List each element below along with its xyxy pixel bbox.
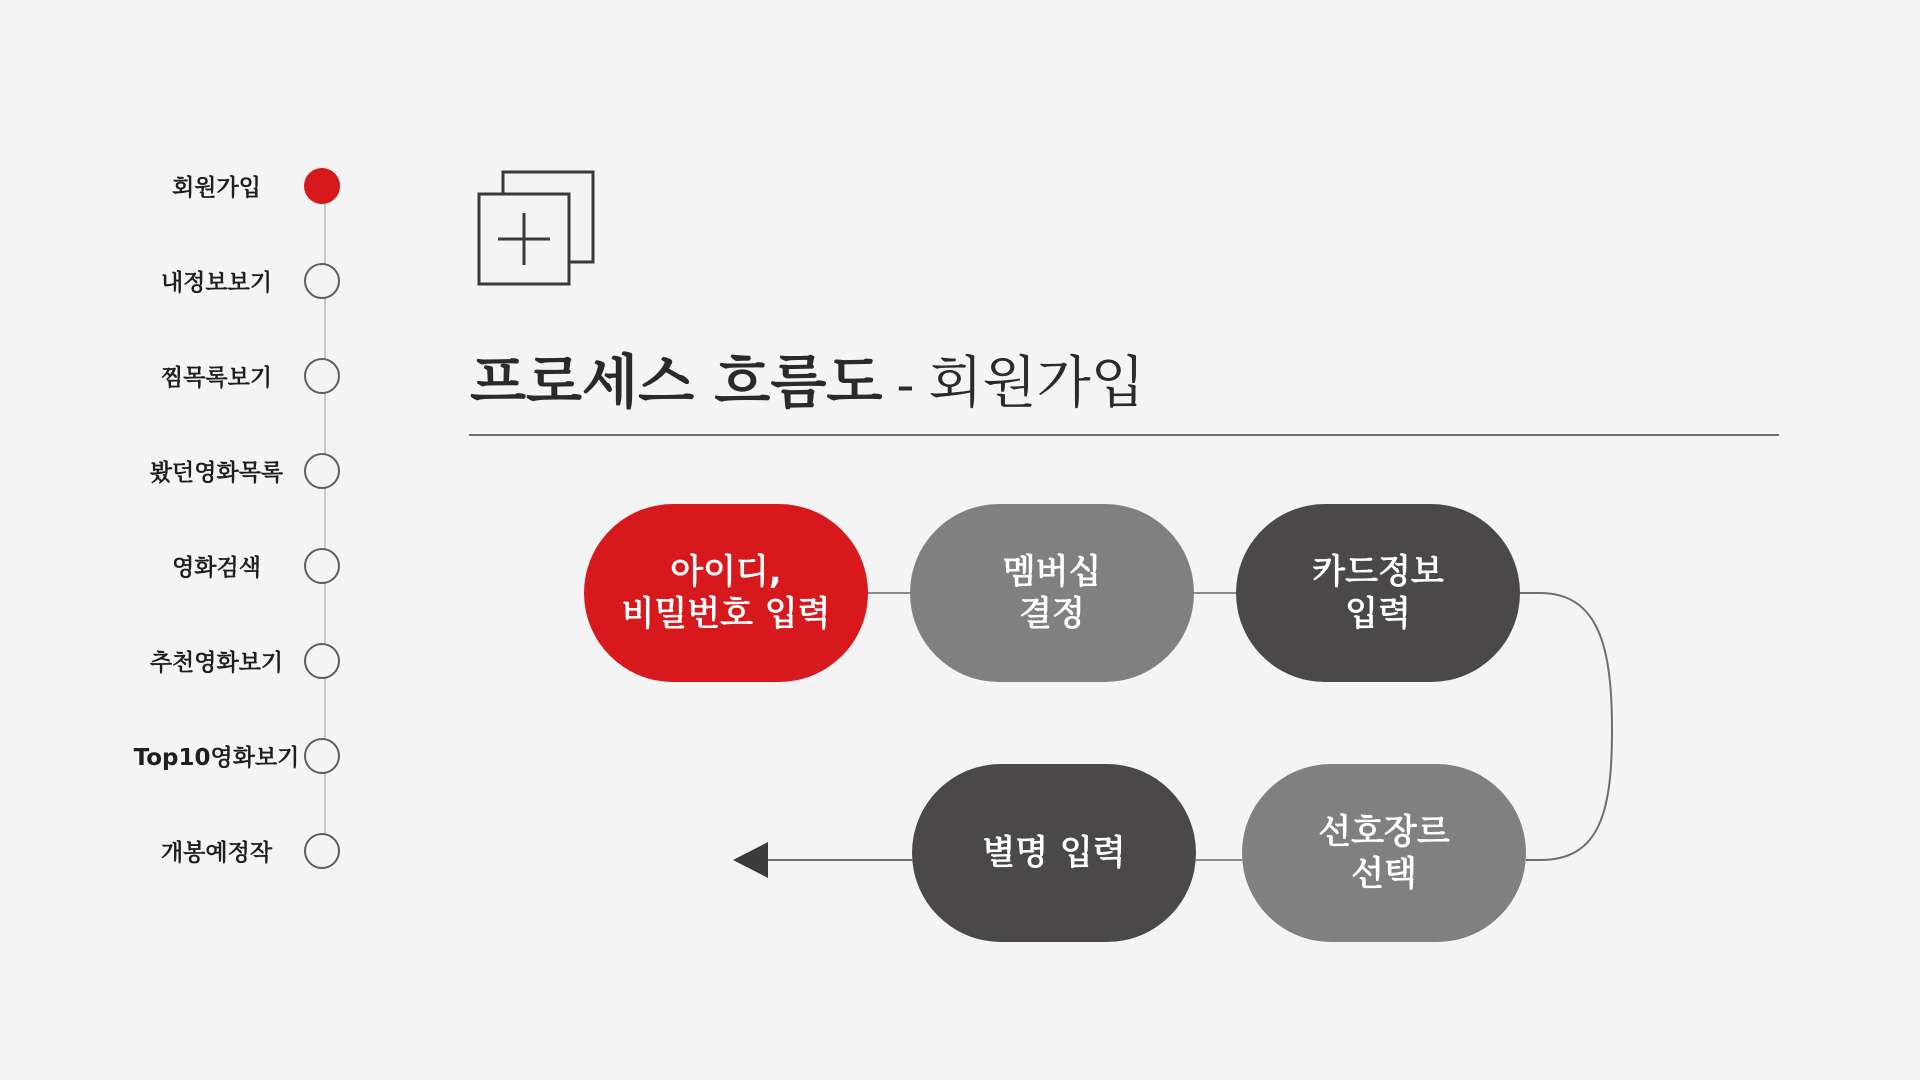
sidebar-item-label: 찜목록보기	[160, 365, 273, 391]
sidebar-item-label: 추천영화보기	[149, 650, 284, 676]
flow-step-line: 카드정보	[1312, 552, 1444, 592]
page-title-sub: 회원가입	[928, 351, 1145, 416]
flow-step-membership	[910, 504, 1194, 682]
flow-step-line: 별명 입력	[982, 833, 1126, 873]
flow-step-line: 선호장르	[1318, 812, 1450, 852]
flow-step-id-password	[584, 504, 868, 682]
arrow-left-icon	[733, 842, 768, 878]
flow-step-nickname	[912, 764, 1196, 942]
flow-step-line: 선택	[1351, 854, 1417, 894]
flow-step-line: 멤버십	[1002, 552, 1102, 592]
flow-step-line: 입력	[1345, 594, 1411, 634]
flow-step-genre	[1242, 764, 1526, 942]
sidebar-item-label: 봤던영화목록	[149, 460, 284, 486]
sidebar-item-label: 영화검색	[172, 555, 261, 581]
page-title-main: 프로세스 흐름도	[470, 348, 883, 416]
sidebar-item-label: 내정보보기	[160, 270, 273, 296]
flow-step-line: 아이디,	[670, 552, 782, 592]
sidebar-item-label: Top10영화보기	[133, 745, 300, 771]
flow-step-card-info	[1236, 504, 1520, 682]
page-title-separator: -	[896, 356, 915, 414]
flow-step-line: 비밀번호 입력	[621, 594, 831, 634]
sidebar-item-label: 회원가입	[172, 175, 261, 201]
sidebar-item-label: 개봉예정작	[160, 840, 273, 866]
flow-step-line: 결정	[1019, 594, 1085, 634]
connector-3-4-curve	[1520, 593, 1612, 860]
